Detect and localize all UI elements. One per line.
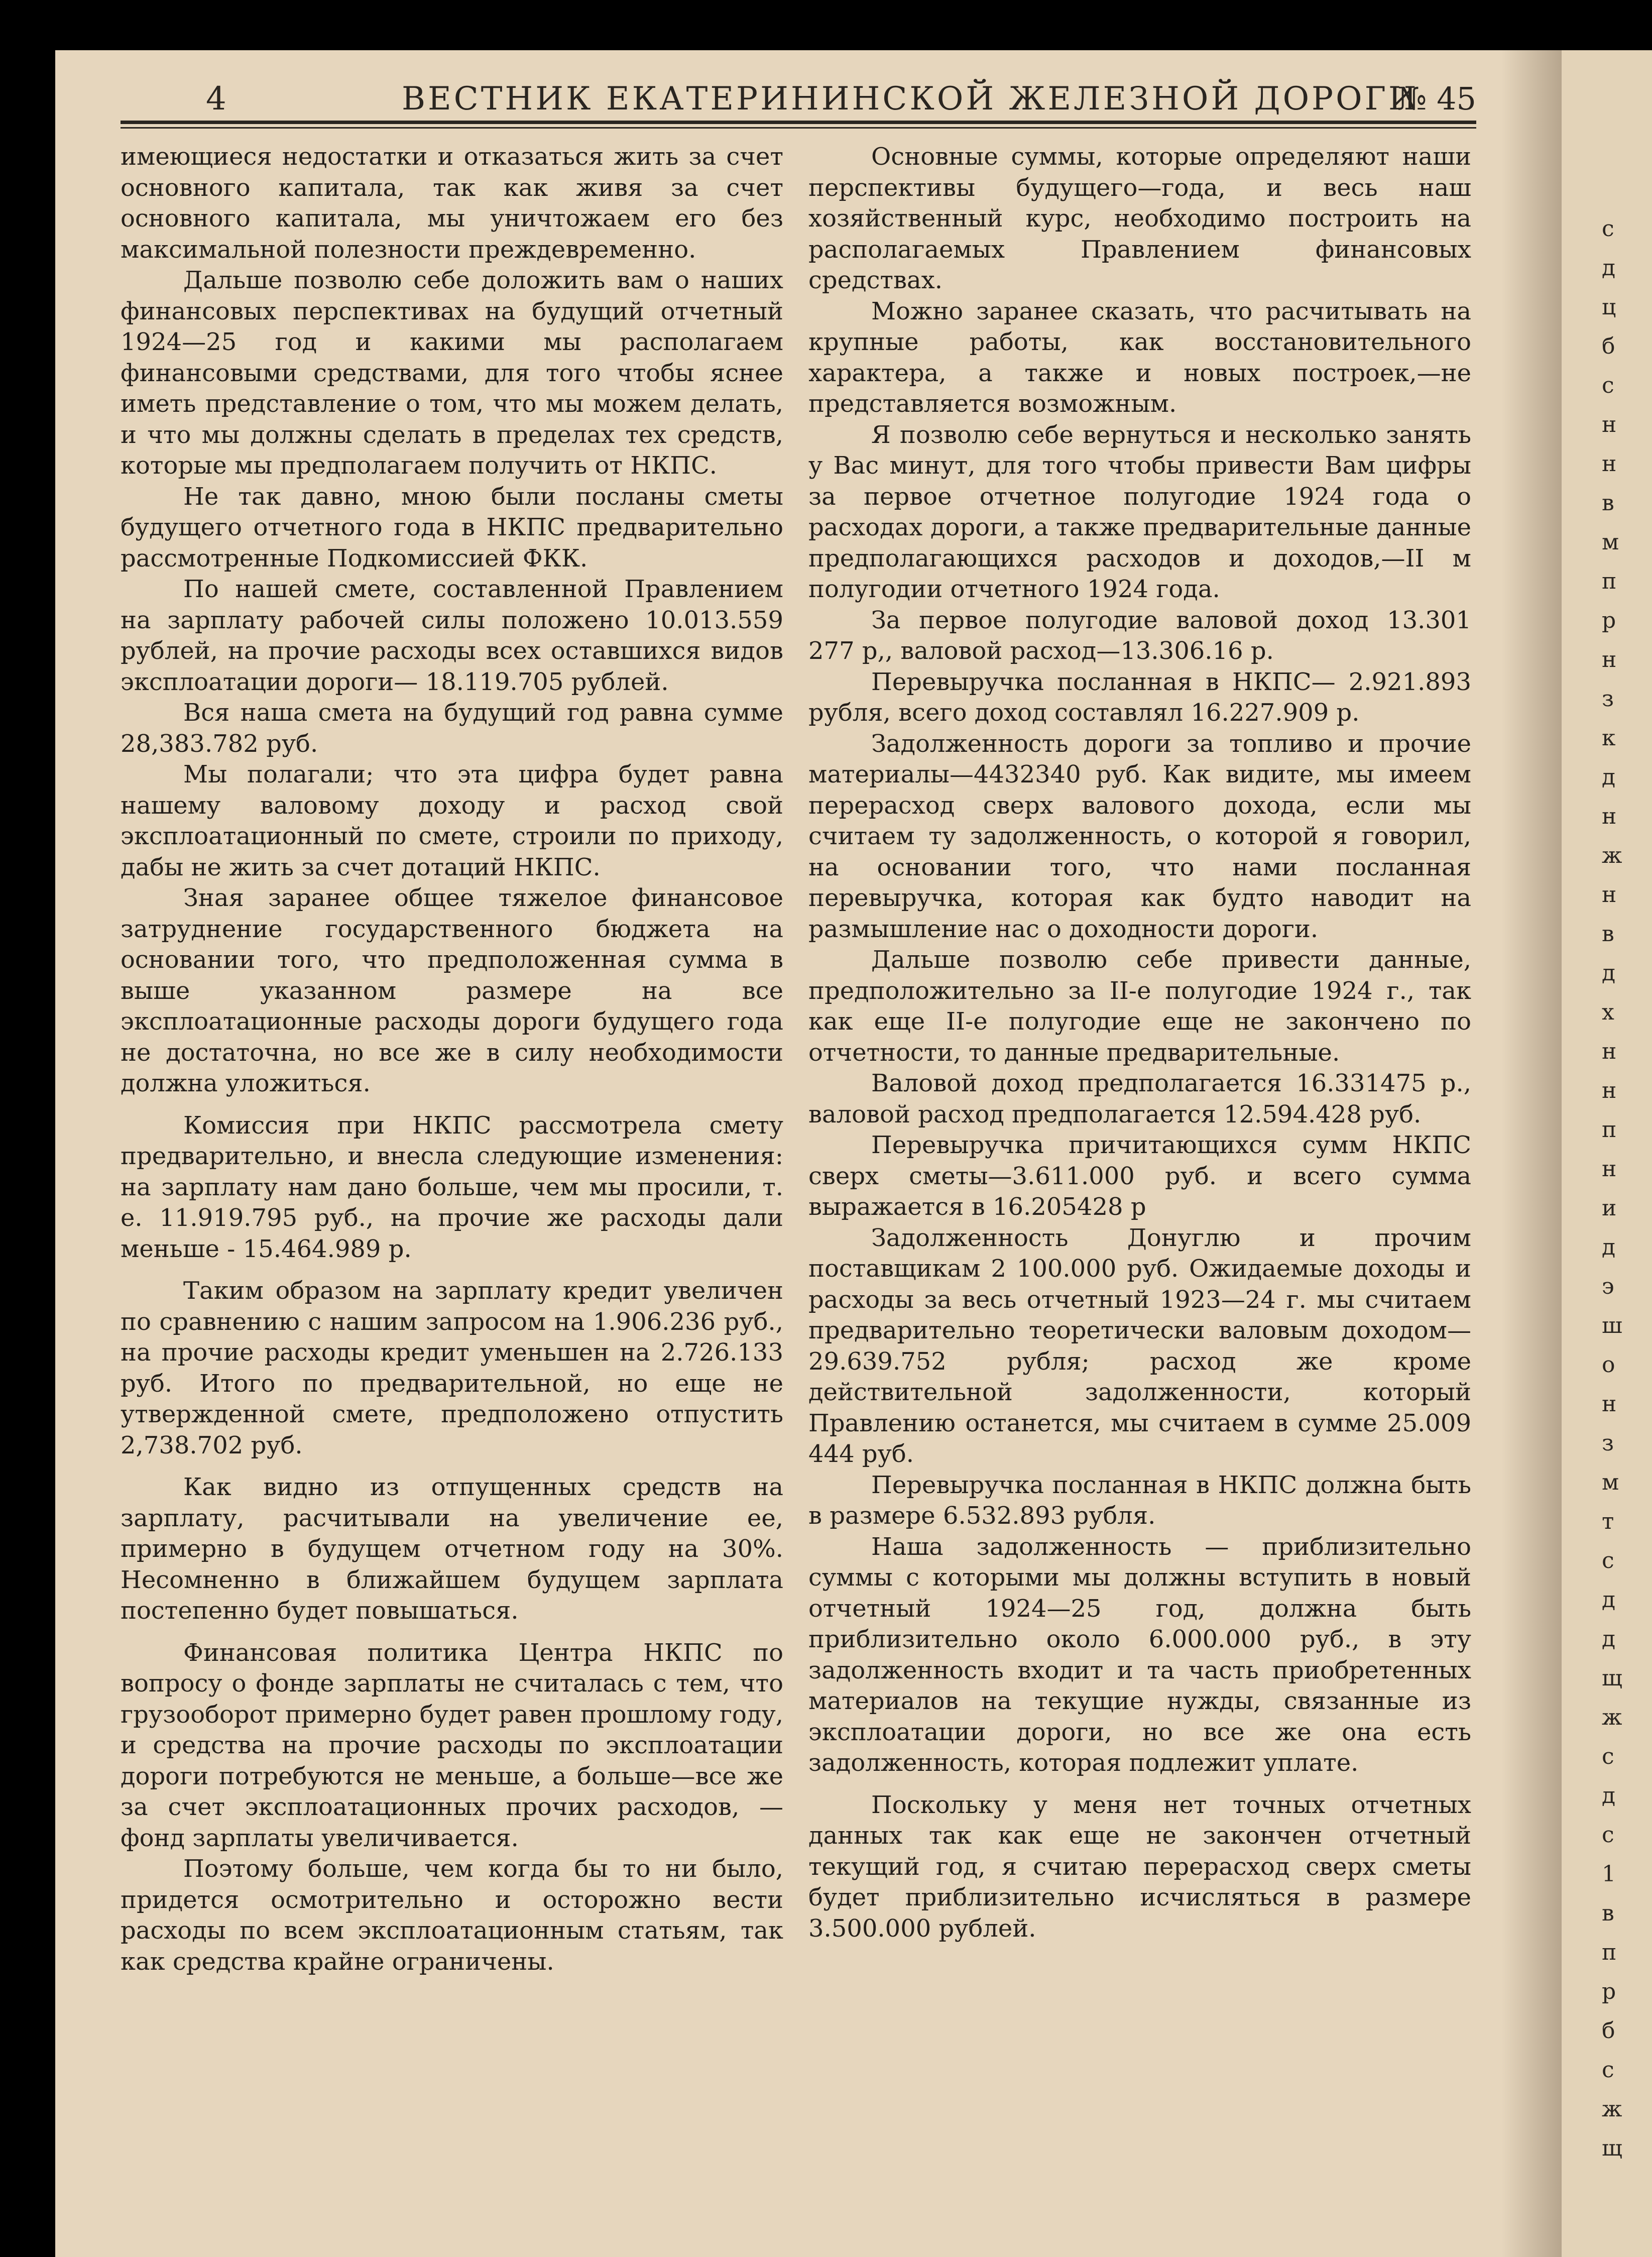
paragraph: Мы полагали; что эта цифра будет равна нашему валовому доходу и расход свой эксплоатационный по смете, строили по приходу, дабы не жить за счет дотаций НКПС.: [121, 760, 783, 881]
next-page-letter: и: [1602, 1195, 1617, 1221]
next-page-letter: т: [1602, 1509, 1614, 1534]
next-page-letter: д: [1602, 1783, 1616, 1809]
next-page-letter: р: [1602, 1979, 1616, 2004]
paragraph: Задолженность Донуглю и прочим поставщикам 2 100.000 руб. Ожидаемые доходы и расходы за весь отчетный 1923—24 г. мы считаем предварительно теоретически валовым доходом—29.639.752 рубля; расход же кроме действительной задолженности, который Правлению останется, мы считаем в сумме 25.009 444 руб.: [808, 1223, 1471, 1468]
paragraph: Вся наша смета на будущий год равна сумме 28,383.782 руб.: [121, 699, 783, 758]
paragraph: По нашей смете, составленной Правлением на зарплату рабочей силы положено 10.013.559 рублей, на прочие расходы всех оставшихся видов эксплоатации дороги— 18.119.705 рублей.: [121, 575, 783, 696]
paragraph: Валовой доход предполагается 16.331475 р., валовой расход предполагается 12.594.428 руб.: [808, 1069, 1471, 1128]
next-page-letter: б: [1602, 2018, 1615, 2044]
next-page-letter: д: [1602, 960, 1616, 986]
paragraph: Дальше позволю себе привести данные, предположительно за II-е полугодие 1924 г., так как еще II-е полугодие еще не закончено по отчетности, то данные предварительные.: [808, 946, 1471, 1067]
next-page-letter: н: [1602, 882, 1617, 908]
next-page-letter: п: [1602, 1940, 1617, 1965]
paragraph: Поскольку у меня нет точных отчетных данных так как еще не закончен отчетный текущий год, я считаю перерасход сверх сметы будет приблизительно исчисляться в размере 3.500.000 рублей.: [808, 1790, 1471, 1943]
next-page-letter: с: [1602, 1548, 1614, 1573]
next-page-letter: м: [1602, 1470, 1619, 1495]
next-page-letter: р: [1602, 608, 1616, 633]
paragraph: Комиссия при НКПС рассмотрела смету предварительно, и внесла следующие изменения: на зарплату нам дано больше, чем мы просили, т. е. 11.919.795 руб., на прочие же расходы дали меньше - 15.464.989 р.: [121, 1111, 783, 1263]
next-page-letter: с: [1602, 2057, 1614, 2083]
next-page-letter: ж: [1602, 1705, 1622, 1730]
paragraph: Не так давно, мною были посланы сметы будущего отчетного года в НКПС предварительно рассмотренные Подкомиссией ФКК.: [121, 482, 783, 573]
next-page-letter: д: [1602, 1626, 1616, 1652]
next-page-letter: д: [1602, 764, 1616, 790]
paragraph: Перевыручка посланная в НКПС— 2.921.893 рубля, всего доход составлял 16.227.909 р.: [808, 667, 1471, 727]
next-page-letter: д: [1602, 1587, 1616, 1613]
paragraph: Дальше позволю себе доложить вам о наших финансовых перспективах на будущий отчетный 1924—25 год и какими мы располагаем финансовыми средствами, для того чтобы яснее иметь представление о том, что мы можем делать, и что мы должны сделать в пределах тех средств, которые мы предполагаем получить от НКПС.: [121, 266, 783, 480]
next-page-letter: в: [1602, 921, 1614, 947]
paragraph: Задолженность дороги за топливо и прочие материалы—4432340 руб. Как видите, мы имеем перерасход сверх валового дохода, если мы считаем ту задолженность, о которой я говорил, на основании того, что нами посланная перевыручка, которая как будто наводит на размышление нас о доходности дороги.: [808, 729, 1471, 943]
paragraph: Можно заранее сказать, что расчитывать на крупные работы, как восстановительного характера, а также и новых построек,—не представляется возможным.: [808, 297, 1471, 418]
next-page-letter: ш: [1602, 1313, 1622, 1338]
next-page-letter: э: [1602, 1274, 1614, 1299]
next-page-letter: ж: [1602, 2096, 1622, 2122]
paragraph: Наша задолженность — приблизительно суммы с которыми мы должны вступить в новый отчетный 1924—25 год, должна быть приблизительно около 6.000.000 руб., в эту задолженность входит и та часть приобретенных материалов на текущие нужды, связанные из эксплоатации дороги, но все же она есть задолженность, которая подлежит уплате.: [808, 1532, 1471, 1777]
paragraph: Таким образом на зарплату кредит увеличен по сравнению с нашим запросом на 1.906.236 руб., на прочие расходы кредит уменьшен на 2.726.133 руб. Итого по предварительной, но еще не утвержденной смете, предположено отпустить 2,738.702 руб.: [121, 1277, 783, 1459]
next-page-letter: щ: [1602, 1665, 1622, 1691]
header-rule-thick: [121, 121, 1476, 124]
page-fold-shadow: [1501, 50, 1572, 2257]
next-page-letter: н: [1602, 1078, 1617, 1103]
next-page-letter: с: [1602, 373, 1614, 398]
next-page-letter: д: [1602, 255, 1616, 281]
next-page-letter: б: [1602, 333, 1615, 359]
next-page-letter: п: [1602, 569, 1617, 594]
next-page-letter: н: [1602, 647, 1617, 672]
paragraph: Я позволю себе вернуться и несколько занять у Вас минут, для того чтобы привести Вам цифры за первое отчетное полугодие 1924 года о расходах дороги, а также предварительные данные предполагающихся расходов и доходов,—II м полугодии отчетного 1924 года.: [808, 420, 1471, 603]
next-page-letter: с: [1602, 1822, 1614, 1848]
paragraph: Поэтому больше, чем когда бы то ни было, придется осмотрительно и осторожно вести расходы по всем эксплоатационным статьям, так как средства крайне ограничены.: [121, 1855, 783, 1976]
left-column: [121, 142, 783, 1977]
right-column: [808, 142, 1471, 1944]
next-page-letter: н: [1602, 412, 1617, 437]
next-page-letter: н: [1602, 1391, 1617, 1417]
next-page-letter: с: [1602, 216, 1614, 242]
paragraph: Зная заранее общее тяжелое финансовое затруднение государственного бюджета на основании того, что предположенная сумма в выше указанном размере на все эксплоатационные расходы дороги будущего года не достаточна, но все же в силу необходимости должна уложиться.: [121, 884, 783, 1097]
next-page-letter: п: [1602, 1117, 1617, 1143]
next-page-letter: з: [1602, 1430, 1614, 1456]
next-page-letter: о: [1602, 1352, 1615, 1378]
next-page-letter: 1: [1602, 1861, 1616, 1887]
next-page-letter: н: [1602, 804, 1617, 829]
paragraph: Основные суммы, которые определяют наши перспективы будущего—года, и весь наш хозяйственный курс, необходимо построить на располагаемых Правлением финансовых средствах.: [808, 143, 1471, 294]
next-page-letter: в: [1602, 1900, 1614, 1926]
paragraph: За первое полугодие валовой доход 13.301 277 р,, валовой расход—13.306.16 р.: [808, 606, 1471, 665]
next-page-edge: [1562, 50, 1652, 2257]
paragraph: Перевыручка причитающихся сумм НКПС сверх сметы—3.611.000 руб. и всего сумма выражается в 16.205428 р: [808, 1131, 1471, 1221]
page-header: [121, 80, 1496, 126]
next-page-letter: к: [1602, 725, 1616, 751]
next-page-letter: н: [1602, 451, 1617, 477]
next-page-letter: н: [1602, 1156, 1617, 1182]
next-page-letter: в: [1602, 490, 1614, 516]
next-page-letter: ц: [1602, 294, 1616, 320]
next-page-letter: х: [1602, 999, 1614, 1025]
paragraph: Финансовая политика Центра НКПС по вопросу о фонде зарплаты не считалась с тем, что грузооборот примерно будет равен прошлому году, и средства на прочие расходы по эксплоатации дороги потребуются не меньше, а больше—все же за счет эксплоатационных прочих расходов, — фонд зарплаты увеличивается.: [121, 1638, 783, 1852]
next-page-letter: з: [1602, 686, 1614, 712]
next-page-letter: н: [1602, 1039, 1617, 1064]
page-number: 4: [206, 80, 226, 118]
newspaper-title: ВЕСТНИК ЕКАТЕРИНИНСКОЙ ЖЕЛЕЗНОЙ ДОРОГИ: [402, 80, 1419, 118]
paragraph: Как видно из отпущенных средств на зарплату, расчитывали на увеличение ее, примерно в будущем отчетном году на 30%. Несомненно в ближайшем будущем зарплата постепенно будет повышаться.: [121, 1473, 783, 1625]
paragraph: Перевыручка посланная в НКПС должна быть в размере 6.532.893 рубля.: [808, 1471, 1471, 1530]
next-page-letter: с: [1602, 1744, 1614, 1769]
next-page-letter: д: [1602, 1234, 1616, 1260]
header-rule-thin: [121, 127, 1476, 129]
next-page-letter: ж: [1602, 843, 1622, 868]
paragraph: имеющиеся недостатки и отказаться жить за счет основного капитала, так как живя за счет основного капитала, мы уничтожаем его без максимальной полезности преждевременно.: [121, 143, 783, 264]
next-page-letter: щ: [1602, 2135, 1622, 2161]
next-page-letter: м: [1602, 529, 1619, 555]
issue-number: № 45: [1397, 80, 1476, 117]
